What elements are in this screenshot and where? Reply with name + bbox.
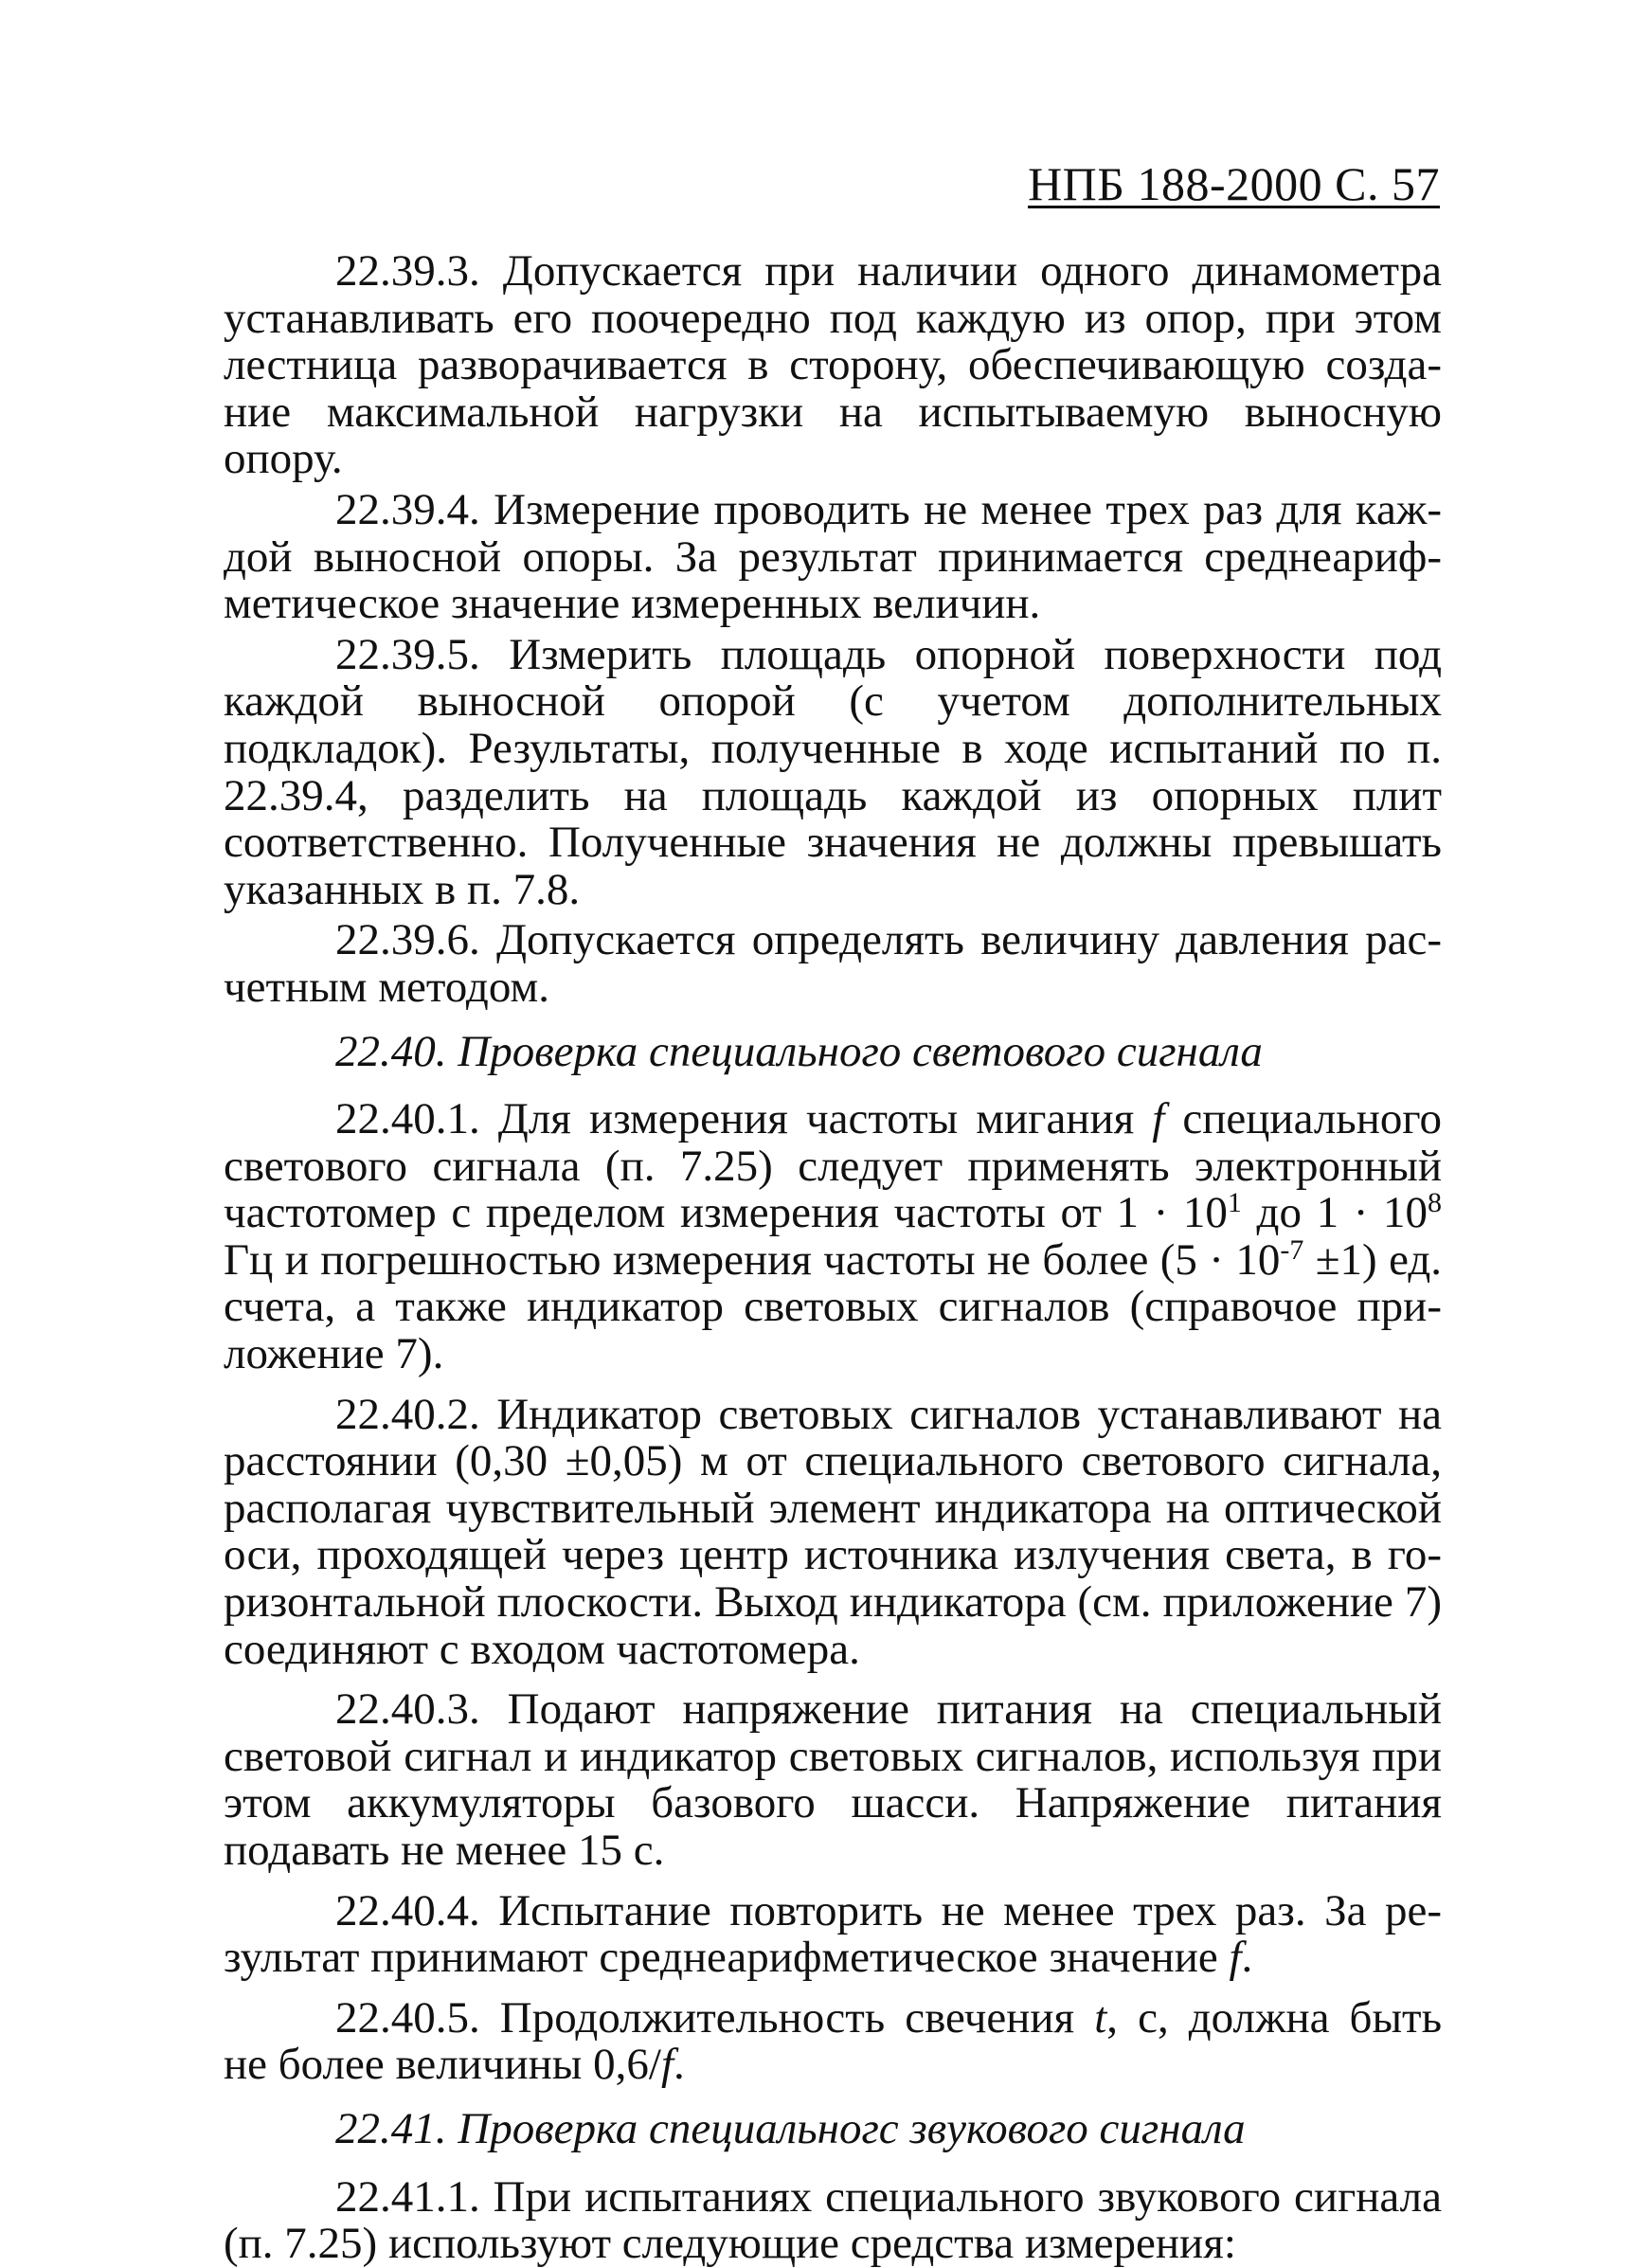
paragraph-22-39-4: 22.39.4. Измерение проводить не менее трех раз для каждой выносной опоры. За результат принимается среднеарифметическое значение измеренных величин. [224, 484, 1442, 629]
paragraph-22-41-1: 22.41.1. При испытаниях специального звукового сигнала (п. 7.25) используют следующие средства измерения: [224, 2171, 1442, 2268]
paragraph-22-39-6: 22.39.6. Допускается определять величину давления расчетным методом. [224, 915, 1442, 1012]
text-run: до 1 · 10 [1241, 1188, 1428, 1238]
text-run: специального светового сигнала (п. 7.25) следует применять электронный частотомер с пределом измерения частоты от 1 · 10 [224, 1094, 1442, 1238]
document-body [224, 248, 1442, 2268]
paragraph-22-40-4 [224, 1885, 1442, 1983]
text-run: Гц и погрешностью измерения частоты не более (5 · 10 [224, 1234, 1281, 1285]
text-run: , с, должна быть не более величины 0,6/ [224, 1992, 1443, 2090]
paragraph-22-40-2: 22.40.2. Индикатор световых сигналов устанавливают на расстоянии (0,30 ±0,05) м от специального светового сигнала, располагая чувствительный элемент индикатора на оптической оси, проходящей через центр источника излучения света, в горизонтальной плоскости. Выход индикатора (см. приложение 7) соединяют с входом частотомера. [224, 1389, 1442, 1674]
text-run: 22.40.5. Продолжительность свечения [335, 1992, 1095, 2043]
section-heading-22-40: 22.40. Проверка специального светового сигнала [335, 1026, 1263, 1076]
paragraph-22-40-5 [224, 1992, 1443, 2090]
symbol-f: f [1229, 1933, 1242, 1983]
exponent: 8 [1428, 1187, 1442, 1219]
symbol-f: f [660, 2040, 674, 2090]
paragraph-22-39-5: 22.39.5. Измерить площадь опорной поверхности под каждой выносной опорой (с учетом дополнительных подкладок). Результаты, полученные в ходе испытаний по п. 22.39.4, разделить на площадь каждой из опорных плит соответственно. Полученные значения не должны превышать указанных в п. 7.8. [224, 629, 1442, 914]
exponent: 1 [1227, 1187, 1242, 1219]
page-header: НПБ 188-2000 С. 57 [1028, 157, 1440, 210]
paragraph-22-40-1 [224, 1096, 1442, 1378]
text-run: ±1) ед. счета, а также индикатор световых сигналов (справочое приложение 7). [224, 1234, 1442, 1379]
paragraph-22-39-3: 22.39.3. Допускается при наличии одного динамометра устанавливать его поочередно под каждую из опор, при этом лестница разворачивается в сторону, обеспечивающую создание максимальной нагрузки на испытываемую выносную опору. [224, 246, 1442, 484]
text-run: 22.40.1. Для измерения частоты мигания [335, 1094, 1153, 1144]
symbol-t: t [1094, 1992, 1107, 2043]
text-run: . [674, 2040, 685, 2090]
paragraph-22-40-3: 22.40.3. Подают напряжение питания на специальный световой сигнал и индикатор световых сигналов, используя при этом аккумуляторы базового шасси. Напряжение питания подавать не менее 15 с. [224, 1684, 1442, 1875]
section-heading-22-41: 22.41. Проверка специальногс звукового сигнала [335, 2103, 1246, 2153]
exponent: -7 [1280, 1233, 1304, 1266]
text-run: . [1241, 1933, 1253, 1983]
text-run: 22.40.4. Испытание повторить не менее трех раз. За результат принимают среднеарифметическое значение [224, 1885, 1442, 1983]
symbol-f: f [1152, 1094, 1165, 1144]
